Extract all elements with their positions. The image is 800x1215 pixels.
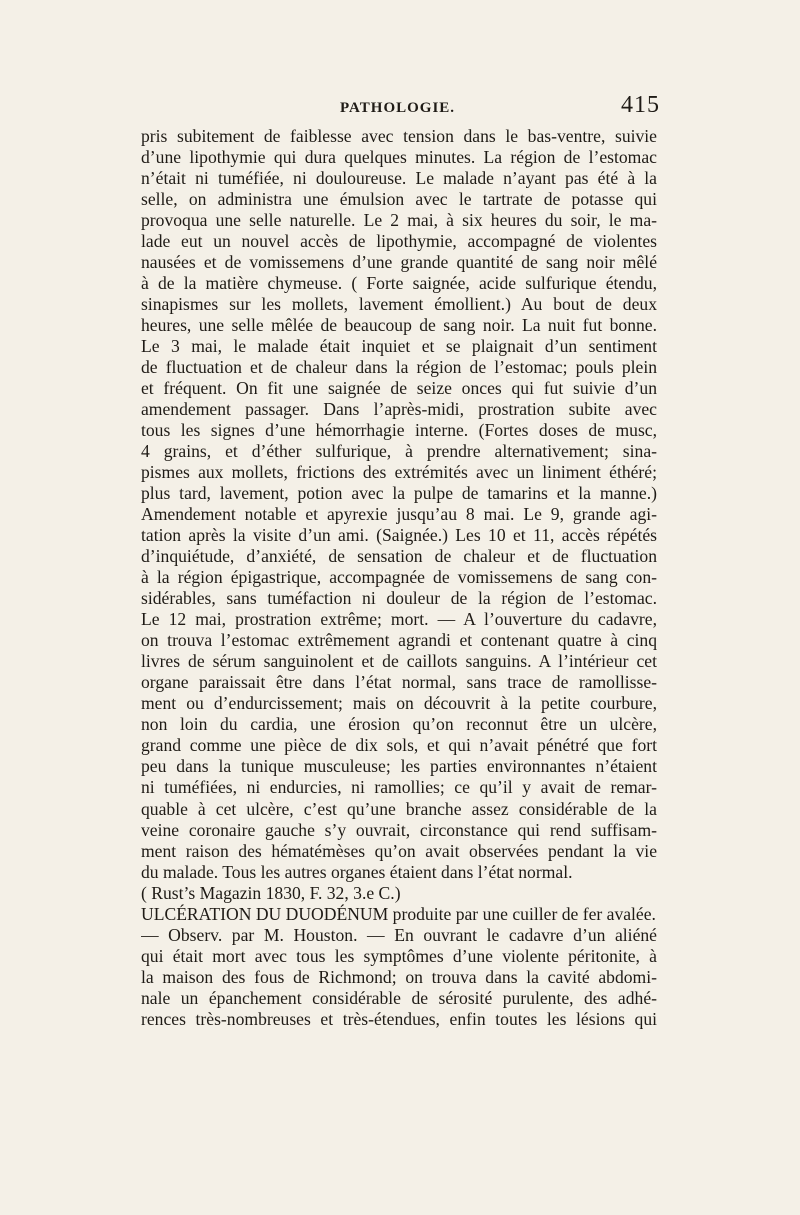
- running-title: PATHOLOGIE.: [340, 100, 456, 116]
- page-number: 415: [621, 92, 660, 118]
- text-line: organe paraissait être dans l’état normal, sans trace de ramollisse-: [141, 672, 657, 693]
- text-line: veine coronaire gauche s’y ouvrait, circonstance qui rend suffisam-: [141, 819, 657, 840]
- text-line: provoqua une selle naturelle. Le 2 mai, à six heures du soir, le ma-: [141, 210, 657, 231]
- text-line: on trouva l’estomac extrêmement agrandi et contenant quatre à cinq: [141, 630, 657, 651]
- text-line: de fluctuation et de chaleur dans la région de l’estomac; pouls plein: [141, 357, 657, 378]
- text-line: et fréquent. On fit une saignée de seize onces qui fut suivie d’un: [141, 378, 657, 399]
- text-line: heures, une selle mêlée de beaucoup de sang noir. La nuit fut bonne.: [141, 315, 657, 336]
- text-line: 4 grains, et d’éther sulfurique, à prendre alternativement; sina-: [141, 441, 657, 462]
- text-line: pismes aux mollets, frictions des extrémités avec un liniment éthéré;: [141, 462, 657, 483]
- text-line: d’une lipothymie qui dura quelques minutes. La région de l’estomac: [141, 147, 657, 168]
- text-line: d’inquiétude, d’anxiété, de sensation de chaleur et de fluctuation: [141, 546, 657, 567]
- text-line: ULCÉRATION DU DUODÉNUM produite par une cuiller de fer avalée.: [141, 903, 656, 924]
- text-line: la maison des fous de Richmond; on trouva dans la cavité abdomi-: [141, 966, 657, 987]
- text-line: Le 3 mai, le malade était inquiet et se plaignait d’un sentiment: [141, 336, 657, 357]
- text-line: Amendement notable et apyrexie jusqu’au 8 mai. Le 9, grande agi-: [141, 504, 657, 525]
- text-line: lade eut un nouvel accès de lipothymie, accompagné de violentes: [141, 231, 657, 252]
- text-line: peu dans la tunique musculeuse; les parties environnantes n’étaient: [141, 756, 657, 777]
- text-line: livres de sérum sanguinolent et de caillots sanguins. A l’intérieur cet: [141, 651, 657, 672]
- text-line: à de la matière chymeuse. ( Forte saignée, acide sulfurique étendu,: [141, 273, 657, 294]
- text-line: amendement passager. Dans l’après-midi, prostration subite avec: [141, 399, 657, 420]
- text-line: n’était ni tuméfiée, ni douloureuse. Le malade n’ayant pas été à la: [141, 168, 657, 189]
- text-line: non loin du cardia, une érosion qu’on reconnut être un ulcère,: [141, 714, 657, 735]
- text-line: ment ou d’endurcissement; mais on découvrit à la petite courbure,: [141, 693, 657, 714]
- text-line: à la région épigastrique, accompagnée de vomissemens de sang con-: [141, 567, 657, 588]
- text-line: selle, on administra une émulsion avec le tartrate de potasse qui: [141, 189, 657, 210]
- text-line: — Observ. par M. Houston. — En ouvrant le cadavre d’un aliéné: [141, 924, 657, 945]
- text-line: pris subitement de faiblesse avec tension dans le bas-ventre, suivie: [141, 126, 657, 146]
- text-line: qui était mort avec tous les symptômes d’une violente péritonite, à: [141, 945, 657, 966]
- text-line: tous les signes d’une hémorrhagie interne. (Fortes doses de musc,: [141, 420, 657, 441]
- text-line: du malade. Tous les autres organes étaient dans l’état normal.: [141, 861, 573, 882]
- text-line: ni tuméfiées, ni endurcies, ni ramollies; ce qu’il y avait de remar-: [141, 777, 657, 798]
- text-line: tation après la visite d’un ami. (Saignée.) Les 10 et 11, accès répétés: [141, 525, 657, 546]
- text-line: sidérables, sans tuméfaction ni douleur de la région de l’estomac.: [141, 588, 657, 609]
- text-line: quable à cet ulcère, c’est qu’une branche assez considérable de la: [141, 798, 657, 819]
- text-line: nale un épanchement considérable de sérosité purulente, des adhé-: [141, 987, 657, 1008]
- text-line: sinapismes sur les mollets, lavement émollient.) Au bout de deux: [141, 294, 657, 315]
- text-line: Le 12 mai, prostration extrême; mort. — A l’ouverture du cadavre,: [141, 609, 657, 630]
- text-line: plus tard, lavement, potion avec la pulpe de tamarins et la manne.): [141, 483, 657, 504]
- text-line: ment raison des hématémèses qu’on avait observées pendant la vie: [141, 840, 657, 861]
- text-line: rences très-nombreuses et très-étendues, enfin toutes les lésions qui: [141, 1008, 657, 1029]
- text-line: nausées et de vomissemens d’une grande quantité de sang noir mêlé: [141, 252, 657, 273]
- text-line: ( Rust’s Magazin 1830, F. 32, 3.e C.): [141, 882, 401, 903]
- main-text: [141, 126, 657, 1030]
- text-line: grand comme une pièce de dix sols, et qui n’avait pénétré que fort: [141, 735, 657, 756]
